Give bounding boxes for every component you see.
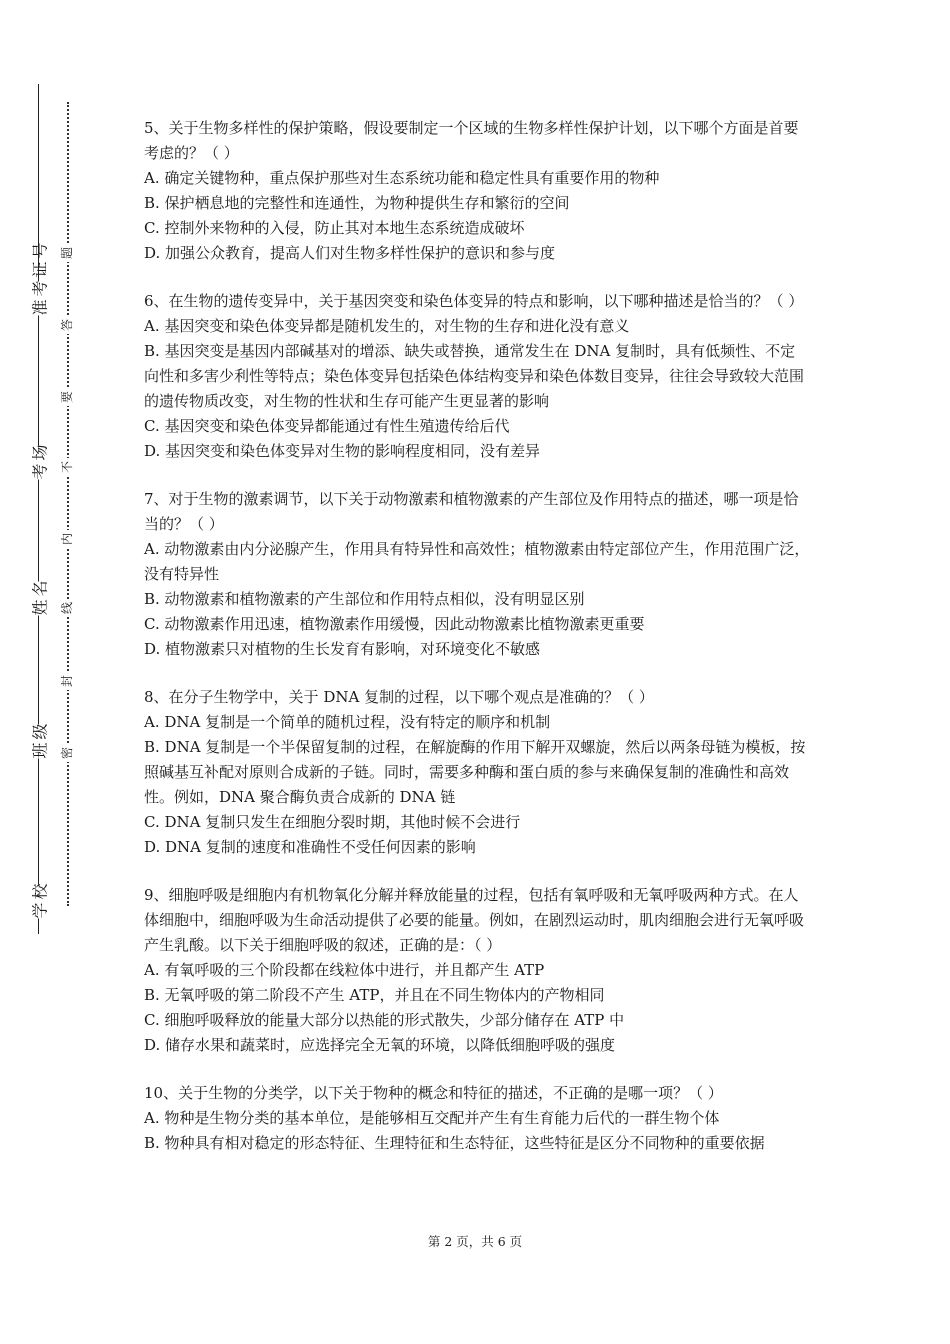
seal-char: 不 — [59, 458, 75, 476]
seal-char: 内 — [59, 530, 75, 548]
option-b: B. 动物激素和植物激素的产生部位和作用特点相似，没有明显区别 — [144, 590, 585, 608]
seal-char: 题 — [59, 244, 75, 262]
question-10 — [144, 1081, 810, 1156]
question-9 — [144, 883, 810, 1058]
field-label-name: 姓名 — [26, 582, 53, 616]
option-a: A. 有氧呼吸的三个阶段都在线粒体中进行，并且都产生 ATP — [144, 961, 545, 979]
page-number: 第 2 页，共 6 页 — [427, 1234, 523, 1249]
question-stem: 10、关于生物的分类学，以下关于物种的概念和特征的描述，不正确的是哪一项？（ ） — [144, 1084, 723, 1102]
option-d: D. DNA 复制的速度和准确性不受任何因素的影响 — [144, 838, 476, 856]
option-b: B. 保护栖息地的完整性和连通性，为物种提供生存和繁衍的空间 — [144, 194, 570, 212]
seal-char: 封 — [59, 672, 75, 690]
seal-dotted-line — [67, 102, 69, 906]
option-c: C. 控制外来物种的入侵，防止其对本地生态系统造成破坏 — [144, 219, 525, 237]
binding-margin — [0, 0, 90, 1344]
option-d: D. 植物激素只对植物的生长发育有影响，对环境变化不敏感 — [144, 640, 541, 658]
option-d: D. 加强公众教育，提高人们对生物多样性保护的意识和参与度 — [144, 244, 556, 262]
field-label-exam-room: 考场 — [26, 446, 53, 480]
option-b: B. 基因突变是基因内部碱基对的增添、缺失或替换，通常发生在 DNA 复制时，具有低频性、不定向性和多害少利性等特点；染色体变异包括染色体结构变异和染色体数目变异，往往会导致较大范围的遗传物质改变，对生物的性状和生存可能产生更显著的影响 — [144, 342, 805, 410]
option-d: D. 储存水果和蔬菜时，应选择完全无氧的环境，以降低细胞呼吸的强度 — [144, 1036, 616, 1054]
question-5 — [144, 116, 810, 266]
seal-char: 线 — [59, 599, 75, 617]
field-label-class: 班级 — [26, 725, 53, 759]
question-stem: 7、对于生物的激素调节，以下关于动物激素和植物激素的产生部位及作用特点的描述，哪一项是恰当的？（ ） — [144, 490, 799, 533]
question-list — [144, 116, 810, 1179]
question-7 — [144, 487, 810, 662]
seal-char: 答 — [59, 316, 75, 334]
question-6 — [144, 289, 810, 464]
option-a: A. 物种是生物分类的基本单位，是能够相互交配并产生有生育能力后代的一群生物个体 — [144, 1109, 720, 1127]
seal-char: 要 — [59, 388, 75, 406]
option-c: C. DNA 复制只发生在细胞分裂时期，其他时候不会进行 — [144, 813, 521, 831]
option-c: C. 动物激素作用迅速，植物激素作用缓慢，因此动物激素比植物激素更重要 — [144, 615, 645, 633]
option-a: A. 动物激素由内分泌腺产生，作用具有特异性和高效性；植物激素由特定部位产生，作用范围广泛，没有特异性 — [144, 540, 810, 583]
question-stem: 8、在分子生物学中，关于 DNA 复制的过程，以下哪个观点是准确的？（ ） — [144, 688, 654, 706]
option-c: C. 细胞呼吸释放的能量大部分以热能的形式散失，少部分储存在 ATP 中 — [144, 1011, 625, 1029]
option-a: A. 确定关键物种，重点保护那些对生态系统功能和稳定性具有重要作用的物种 — [144, 169, 660, 187]
option-b: B. 物种具有相对稳定的形态特征、生理特征和生态特征，这些特征是区分不同物种的重要依据 — [144, 1134, 765, 1152]
field-label-exam-number: 准考证号 — [26, 282, 53, 316]
question-8 — [144, 685, 810, 860]
option-b: B. 无氧呼吸的第二阶段不产生 ATP，并且在不同生物体内的产物相同 — [144, 986, 605, 1004]
option-a: A. DNA 复制是一个简单的随机过程，没有特定的顺序和机制 — [144, 713, 551, 731]
field-label-school: 学校 — [26, 885, 53, 919]
option-b: B. DNA 复制是一个半保留复制的过程，在解旋酶的作用下解开双螺旋，然后以两条母链为模板，按照碱基互补配对原则合成新的子链。同时，需要多种酶和蛋白质的参与来确保复制的准确性和高效性。例如，DNA 聚合酶负责合成新的 DNA 链 — [144, 738, 806, 806]
seal-char: 密 — [59, 744, 75, 762]
question-stem: 9、细胞呼吸是细胞内有机物氧化分解并释放能量的过程，包括有氧呼吸和无氧呼吸两种方式。在人体细胞中，细胞呼吸为生命活动提供了必要的能量。例如，在剧烈运动时，肌肉细胞会进行无氧呼吸产生乳酸。以下关于细胞呼吸的叙述，正确的是：（ ） — [144, 886, 805, 954]
option-d: D. 基因突变和染色体变异对生物的影响程度相同，没有差异 — [144, 442, 541, 460]
option-c: C. 基因突变和染色体变异都能通过有性生殖遗传给后代 — [144, 417, 510, 435]
question-stem: 6、在生物的遗传变异中，关于基因突变和染色体变异的特点和影响，以下哪种描述是恰当的？（ ） — [144, 292, 804, 310]
binding-solid-line — [38, 84, 39, 934]
option-a: A. 基因突变和染色体变异都是随机发生的，对生物的生存和进化没有意义 — [144, 317, 630, 335]
question-stem: 5、关于生物多样性的保护策略，假设要制定一个区域的生物多样性保护计划，以下哪个方面是首要考虑的？（ ） — [144, 119, 799, 162]
